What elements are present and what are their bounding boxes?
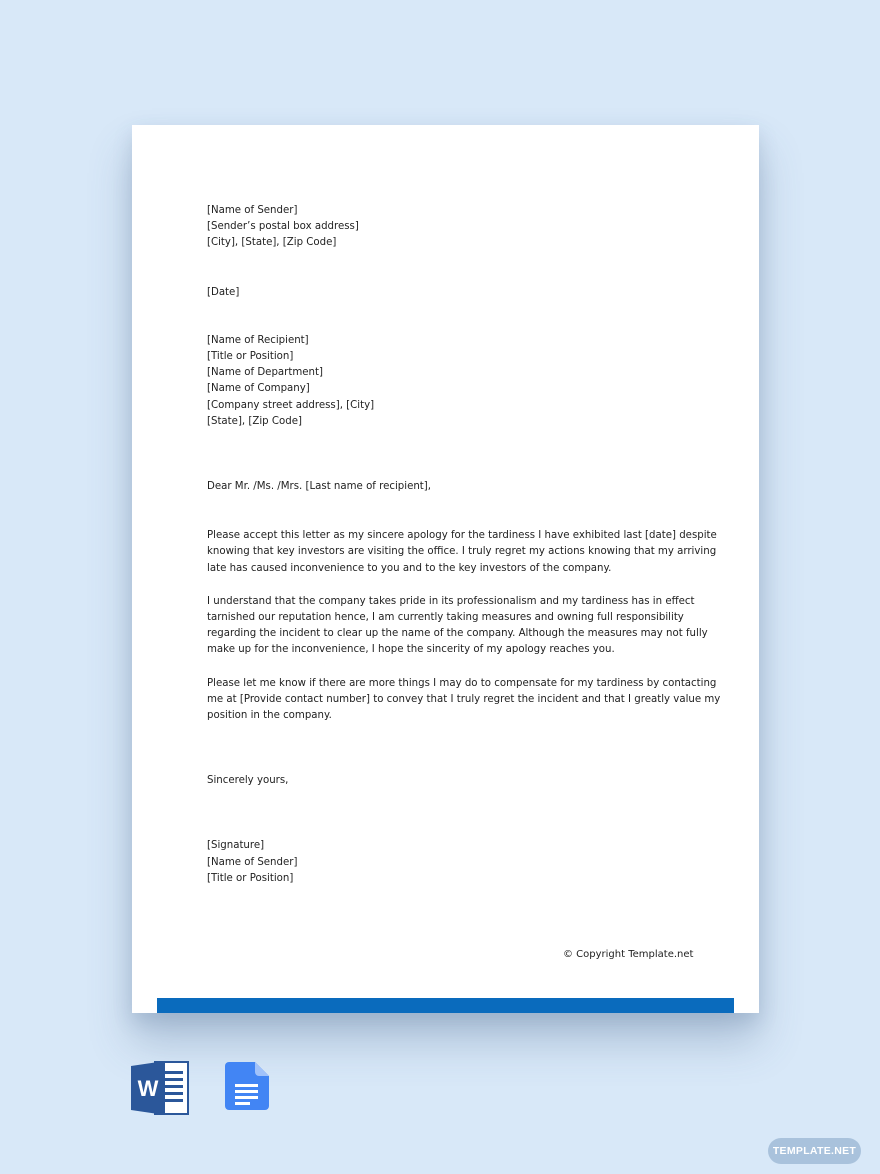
salutation-line: Dear Mr. /Ms. /Mrs. [Last name of recipient], [207, 481, 432, 493]
copyright-notice: © Copyright Template.net [563, 949, 694, 960]
paragraph-line: me at [Provide contact number] to convey that I truly regret the incident and that I greatly value my [207, 693, 721, 705]
letter-page [132, 125, 759, 1013]
signature-block [207, 838, 687, 887]
paragraph-line: regarding the incident to clear up the name of the company. Although the measures may not fully [207, 628, 708, 640]
sender-address-block [207, 203, 687, 252]
date-line: [Date] [207, 286, 240, 298]
paragraph-line: Please let me know if there are more things I may do to compensate for my tardiness by contacting [207, 677, 717, 689]
google-docs-icon[interactable] [225, 1062, 269, 1110]
paragraph-line: knowing that key investors are visiting the office. I truly regret my actions knowing that my arriving [207, 546, 717, 558]
sender-line: [Sender’s postal box address] [207, 221, 359, 233]
recipient-line: [State], [Zip Code] [207, 415, 302, 427]
footer-bar [157, 998, 734, 1013]
template-net-badge[interactable]: TEMPLATE.NET [768, 1138, 861, 1164]
sender-line: [Name of Sender] [207, 205, 298, 216]
letter-body [207, 203, 721, 887]
sender-line: [City], [State], [Zip Code] [207, 237, 337, 249]
paragraph-line: I understand that the company takes pride in its professionalism and my tardiness has in effect [207, 595, 695, 607]
recipient-line: [Name of Department] [207, 367, 323, 379]
recipient-line: [Company street address], [City] [207, 399, 375, 411]
signature-line: [Name of Sender] [207, 856, 298, 868]
paragraph-line: make up for the inconvenience, I hope the sincerity of my apology reaches you. [207, 644, 615, 656]
recipient-line: [Title or Position] [207, 351, 294, 363]
closing [207, 773, 687, 789]
recipient-address-block [207, 333, 687, 430]
salutation [207, 479, 687, 495]
paragraph-line: tarnished our reputation hence, I am currently taking measures and owning full responsibility [207, 612, 684, 624]
body-paragraph [207, 676, 721, 725]
date-block [207, 285, 687, 301]
paragraph-line: late has caused inconvenience to you and to the key investors of the company. [207, 562, 612, 574]
closing-line: Sincerely yours, [207, 775, 289, 787]
paragraph-line: Please accept this letter as my sincere apology for the tardiness I have exhibited last [date] despite [207, 530, 717, 542]
svg-text:W: W [137, 1076, 159, 1101]
paragraph-line: position in the company. [207, 710, 332, 722]
signature-line: [Signature] [207, 840, 265, 852]
recipient-line: [Name of Recipient] [207, 334, 309, 346]
microsoft-word-icon[interactable] [131, 1060, 191, 1116]
recipient-line: [Name of Company] [207, 383, 310, 395]
body-paragraph [207, 594, 708, 659]
body-paragraph [207, 528, 717, 577]
signature-line: [Title or Position] [207, 872, 294, 884]
